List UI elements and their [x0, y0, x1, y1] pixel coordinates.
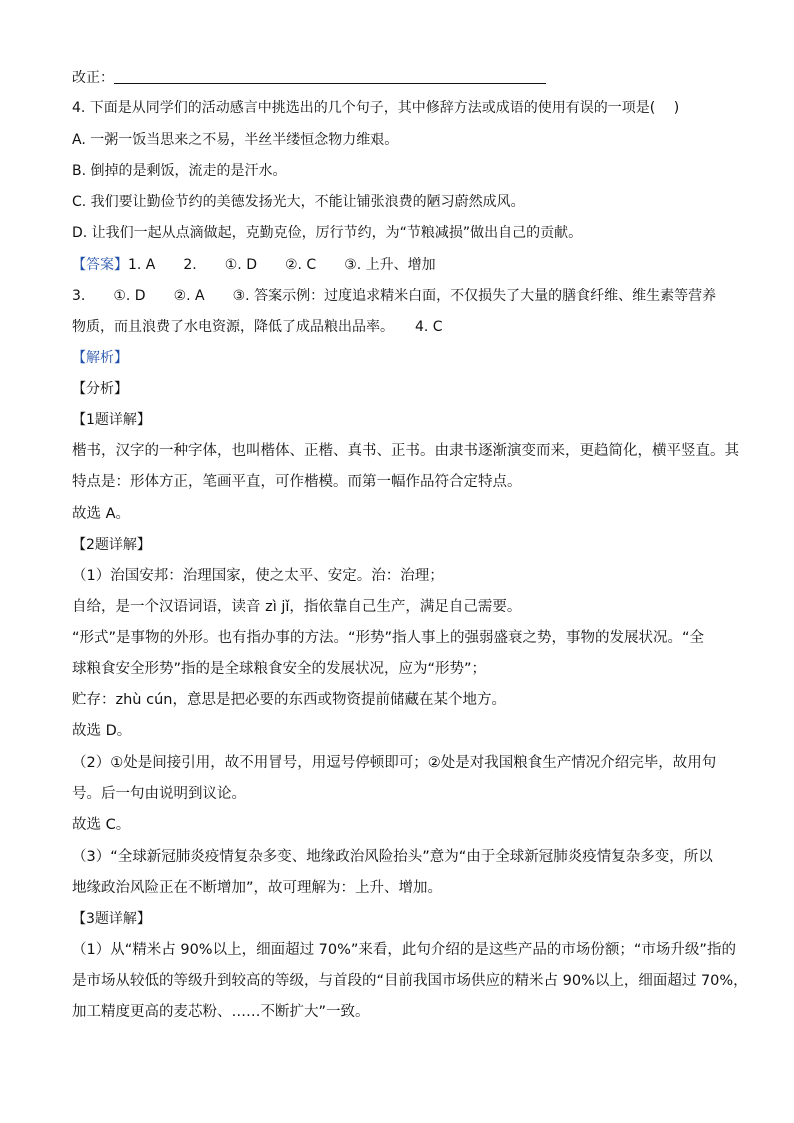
q2-line-3: “形式”是事物的外形。也有指办事的方法。“形势”指人事上的强弱盛衰之势，事物的发展状况。“全: [72, 630, 705, 646]
question4-stem: 4. 下面是从同学们的活动感言中挑选出的几个句子，其中修辞方法或成语的使用有误的一项是( ): [72, 100, 680, 116]
answer-line-3: 物质，而且浪费了水电资源，降低了成品粮出品率。 4. C: [72, 319, 443, 335]
answer-line-1: [72, 256, 436, 274]
q3-line-3: 加工精度更高的麦芯粉、……不断扩大”一致。: [72, 1004, 370, 1020]
q2-line-11: 地缘政治风险正在不断增加”，故可理解为：上升、增加。: [72, 880, 443, 896]
q2-line-9: 故选 C。: [72, 817, 131, 833]
question4-option-a: A. 一粥一饭当思来之不易，半丝半缕恒念物力维艰。: [72, 132, 399, 148]
q2-line-6: 故选 D。: [72, 723, 132, 739]
q2-heading: 【2题详解】: [72, 537, 151, 553]
correction-line: [72, 69, 546, 87]
q2-line-10: （3）“全球新冠肺炎疫情复杂多变、地缘政治风险抬头”意为“由于全球新冠肺炎疫情复杂多变，所以: [72, 849, 713, 865]
q2-line-4: 球粮食安全形势”指的是全球粮食安全的发展状况，应为“形势”；: [72, 661, 487, 677]
q2-line-7: （2）①处是间接引用，故不用冒号，用逗号停顿即可；②处是对我国粮食生产情况介绍完毕，故用句: [72, 755, 717, 771]
q1-heading: 【1题详解】: [72, 412, 151, 428]
question4-option-b: B. 倒掉的是剩饭，流走的是汗水。: [72, 163, 287, 179]
q3-line-1: （1）从“精米占 90%以上，细面超过 70%”来看，此句介绍的是这些产品的市场份额；“市场升级”指的: [72, 942, 736, 958]
q1-line-1: 楷书，汉字的一种字体，也叫楷体、正楷、真书、正书。由隶书逐渐演变而来，更趋简化，横平竖直。其: [72, 443, 739, 459]
q2-line-8: 号。后一句由说明到议论。: [72, 786, 246, 802]
q3-line-2: 是市场从较低的等级升到较高的等级，与首段的“目前我国市场供应的精米占 90%以上，细面超过 70%，: [72, 973, 748, 989]
answer-text-1: 1. A 2. ①. D ②. C ③. 上升、增加: [128, 257, 436, 273]
q1-line-3: 故选 A。: [72, 506, 131, 522]
q3-heading: 【3题详解】: [72, 911, 151, 927]
analysis-heading: 【分析】: [72, 381, 128, 397]
q2-line-2: 自给，是一个汉语词语，读音 zì jǐ，指依靠自己生产，满足自己需要。: [72, 599, 522, 615]
correction-label: 改正：: [72, 70, 114, 86]
answer-line-2: 3. ①. D ②. A ③. 答案示例：过度追求精米白面，不仅损失了大量的膳食纤维、维生素等营养: [72, 288, 717, 304]
correction-blank: [114, 69, 546, 84]
question4-option-d: D. 让我们一起从点滴做起，克勤克俭，厉行节约，为“节粮减损”做出自己的贡献。: [72, 225, 583, 241]
question4-option-c: C. 我们要让勤俭节约的美德发扬光大，不能让铺张浪费的陋习蔚然成风。: [72, 194, 525, 210]
answer-tag: 【答案】: [72, 257, 128, 273]
q2-line-5: 贮存：zhù cún，意思是把必要的东西或物资提前储藏在某个地方。: [72, 692, 506, 708]
q1-line-2: 特点是：形体方正，笔画平直，可作楷模。而第一幅作品符合定特点。: [72, 474, 522, 490]
explanation-tag: 【解析】: [72, 350, 128, 366]
q2-line-1: （1）治国安邦：治理国家，使之太平、安定。治：治理；: [72, 568, 444, 584]
